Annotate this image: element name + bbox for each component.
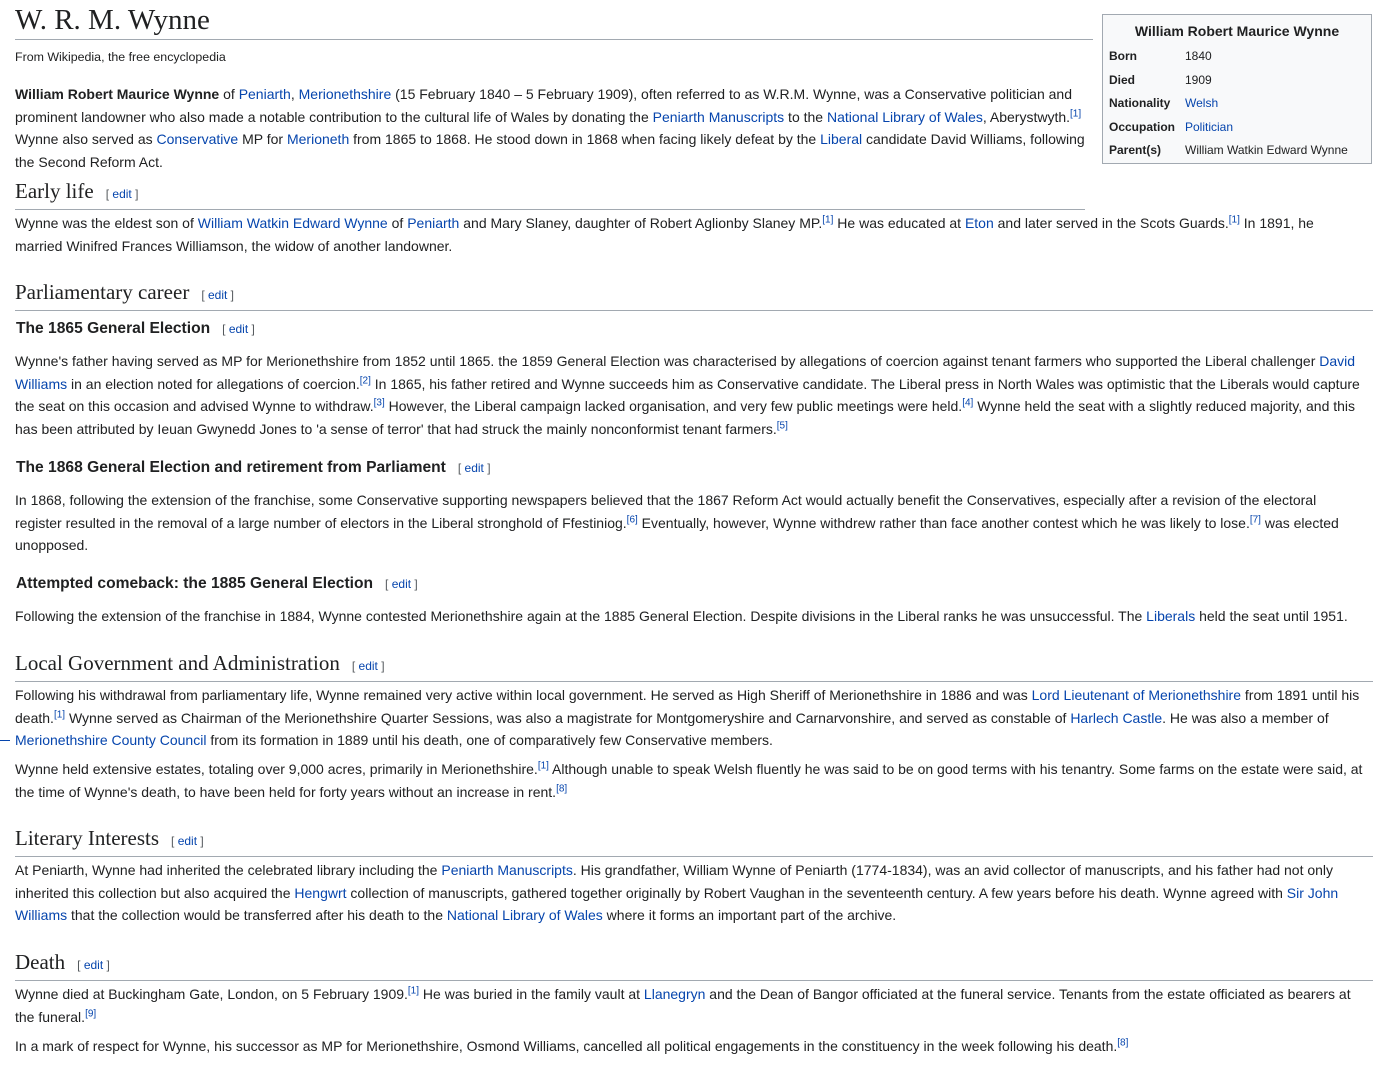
text: and later served in the Scots Guards.	[993, 215, 1229, 231]
text: to the	[784, 108, 827, 125]
edit-section: [ edit ]	[222, 322, 255, 336]
text: He was educated at	[833, 215, 965, 231]
link-hengwrt[interactable]: Hengwrt	[294, 884, 347, 901]
1885-paragraph	[15, 605, 1373, 628]
infobox-label: Occupation	[1109, 119, 1176, 134]
text: MP for	[238, 131, 287, 147]
1865-paragraph	[15, 350, 1373, 440]
edit-link[interactable]: edit	[207, 288, 228, 302]
infobox-value: 1840	[1185, 49, 1212, 63]
infobox-row-nationality	[1109, 92, 1365, 116]
heading-1865-election	[16, 318, 255, 340]
citation-6[interactable]: [6]	[626, 513, 638, 525]
citation-1[interactable]: [1]	[53, 708, 66, 720]
heading-text: Early life	[15, 179, 94, 203]
link-merionethshire[interactable]: Merionethshire	[298, 86, 392, 102]
intro-paragraph	[15, 83, 1085, 173]
text: that the collection would be transferred after his death to the	[67, 907, 447, 923]
infobox-link-politician[interactable]: Politician	[1185, 119, 1234, 134]
citation-8[interactable]: [8]	[556, 782, 568, 794]
link-peniarth-manuscripts[interactable]: Peniarth Manuscripts	[652, 108, 785, 125]
text: held the seat until 1951.	[1195, 608, 1348, 624]
heading-text: The 1868 General Election and retirement from Parliament	[16, 459, 446, 476]
text: However, the Liberal campaign lacked organisation, and very few public meetings were held.	[384, 398, 963, 414]
infobox-row-born	[1109, 45, 1365, 69]
heading-death	[15, 949, 1373, 981]
edit-section: [ edit ]	[77, 958, 110, 972]
link-liberals[interactable]: Liberals	[1146, 608, 1196, 624]
text: . His grandfather, William Wynne of Peniarth (1774-1834), was an avid collector of manuscripts, and his father had not only inherited this collection but also acquired the	[15, 862, 1334, 901]
death-paragraph-1	[15, 983, 1373, 1028]
link-national-library-of-wales[interactable]: National Library of Wales	[826, 108, 983, 125]
heading-text: Death	[15, 950, 66, 974]
citation-1[interactable]: [1]	[1070, 107, 1082, 119]
text: Wynne served as Chairman of the Merionethshire Quarter Sessions, was also a magistrate for Montgomeryshire and Carnarvonshire, and served as constable of	[65, 709, 1071, 726]
text: of	[387, 215, 408, 231]
infobox-value: 1909	[1185, 72, 1212, 87]
edit-section: [ edit ]	[105, 187, 139, 201]
link-peniarth[interactable]: Peniarth	[407, 215, 460, 231]
link-llanegryn[interactable]: Llanegryn	[643, 986, 706, 1002]
text: from 1891 until his death.	[15, 687, 1360, 726]
edit-section: [ edit ]	[201, 288, 235, 302]
link-national-library-of-wales[interactable]: National Library of Wales	[446, 907, 603, 923]
infobox-label: Died	[1109, 72, 1136, 87]
infobox-row-parents	[1109, 139, 1365, 163]
edit-link[interactable]: edit	[177, 834, 198, 848]
text: candidate David Williams, following the Second Reform Act.	[15, 131, 1085, 170]
citation-9[interactable]: [9]	[85, 1007, 97, 1019]
link-wwew[interactable]: William Watkin Edward Wynne	[197, 215, 388, 231]
infobox-title: William Robert Maurice Wynne	[1134, 23, 1340, 39]
text: from its formation in 1889 until his death, one of comparatively few Conservative members.	[206, 732, 773, 748]
citation-8[interactable]: [8]	[1117, 1037, 1129, 1049]
citation-5[interactable]: [5]	[776, 419, 788, 431]
text: In a mark of respect for Wynne, his successor as MP for Merionethshire, Osmond Williams, cancelled all political engagements in the constituency in the week following his death.	[15, 1038, 1118, 1054]
link-harlech-castle[interactable]: Harlech Castle	[1070, 709, 1163, 726]
edit-link[interactable]: edit	[112, 187, 132, 201]
edit-link[interactable]: edit	[358, 659, 378, 673]
infobox-label: Nationality	[1109, 96, 1171, 110]
text: Although unable to speak Welsh fluently he was said to be on good terms with his tenantry. Some farms on the estate were said, at the time of Wynne's death, to have been held for forty years without an increase in rent.	[15, 761, 1363, 800]
heading-text: Local Government and Administration	[15, 651, 340, 675]
text: Wynne held the seat with a slightly reduced majority, and this has been attributed by Ieuan Gwynedd Jones to 'a sense of terror' that had struck the mainly nonconformist tenant farmers.	[15, 398, 1356, 437]
edit-link[interactable]: edit	[83, 958, 104, 972]
citation-3[interactable]: [3]	[373, 397, 385, 409]
text: Wynne was the eldest son of	[15, 215, 198, 231]
text: from 1865 to 1868. He stood down in 1868 when facing likely defeat by the	[349, 131, 821, 147]
text: Eventually, however, Wynne withdrew rather than face another contest which he was likely to lose.	[637, 514, 1250, 531]
heading-text: Parliamentary career	[15, 280, 190, 304]
text: Wynne held extensive estates, totaling over 9,000 acres, primarily in Merionethshire.	[15, 761, 538, 777]
edit-link[interactable]: edit	[228, 322, 249, 336]
text: Following the extension of the franchise in 1884, Wynne contested Merionethshire again at the 1885 General Election. Despite divisions in the Liberal ranks he was unsuccessful. The	[15, 608, 1147, 624]
text: and the Dean of Bangor officiated at the funeral service. Tenants from the estate officiated as bearers at the funeral.	[15, 986, 1351, 1025]
heading-text: Attempted comeback: the 1885 General Election	[16, 575, 374, 592]
subject-name: William Robert Maurice Wynne	[15, 86, 220, 102]
text: In 1865, his father retired and Wynne succeeds him as Conservative candidate. The Liberal press in North Wales was optimistic that the Liberals would capture the seat on this occasion and advised Wynne to withdraw.	[15, 375, 1360, 414]
text: He was buried in the family vault at	[419, 986, 644, 1002]
text: Wynne's father having served as MP for Merionethshire from 1852 until 1865. the 1859 General Election was characterised by allegations of coercion against tenant farmers who supported the Liberal challenger	[15, 353, 1320, 369]
link-peniarth[interactable]: Peniarth	[238, 86, 291, 102]
text: (15 February 1840 – 5 February 1909), often referred to as W.R.M. Wynne, was a Conservative politician and prominent landowner who also made a notable contribution to the cultural life of Wales by donating the	[15, 86, 1072, 125]
heading-text: Literary Interests	[15, 826, 160, 850]
text: Following his withdrawal from parliamentary life, Wynne remained very active within local government. He served as High Sheriff of Merionethshire in 1886 and was	[15, 687, 1032, 703]
edit-link[interactable]: edit	[464, 461, 484, 475]
heading-text: The 1865 General Election	[16, 320, 211, 337]
text: of	[219, 86, 239, 102]
heading-1885-election	[16, 573, 418, 595]
text: in an election noted for allegations of coercion.	[67, 375, 360, 392]
link-liberal[interactable]: Liberal	[820, 131, 863, 147]
text: Wynne also served as	[15, 131, 157, 147]
citation-7[interactable]: [7]	[1249, 513, 1261, 525]
text: was elected unopposed.	[15, 514, 1339, 553]
heading-1868-election	[16, 457, 491, 479]
infobox-label: Parent(s)	[1109, 143, 1162, 157]
text: where it forms an important part of the archive.	[602, 907, 897, 923]
text: In 1891, he married Winifred Frances Williamson, the widow of another landowner.	[15, 215, 1314, 254]
heading-literary-interests	[15, 825, 1373, 857]
infobox-row-occupation	[1109, 116, 1365, 140]
1868-paragraph	[15, 489, 1365, 557]
text: . He was also a member of	[1162, 709, 1329, 726]
link-lord-lieutenant[interactable]: Lord Lieutenant of Merionethshire	[1031, 687, 1241, 703]
infobox-link-welsh[interactable]: Welsh	[1185, 96, 1219, 110]
citation-1[interactable]: [1]	[407, 985, 420, 997]
link-merioneth[interactable]: Merioneth	[286, 131, 350, 147]
infobox	[1102, 14, 1372, 164]
local-gov-paragraph-2	[15, 758, 1373, 803]
text: and Mary Slaney, daughter of Robert Aglionby Slaney MP.	[459, 215, 823, 231]
literary-paragraph	[15, 859, 1373, 927]
citation-1[interactable]: [1]	[1228, 214, 1240, 226]
text: ,	[290, 86, 299, 102]
page-title: W. R. M. Wynne	[15, 2, 1093, 40]
infobox-value: William Watkin Edward Wynne	[1185, 143, 1348, 157]
link-conservative[interactable]: Conservative	[156, 131, 239, 147]
link-merionethshire-county-council[interactable]: Merionethshire County Council	[15, 732, 207, 748]
infobox-label: Born	[1109, 49, 1137, 63]
link-eton[interactable]: Eton	[964, 215, 994, 231]
citation-1[interactable]: [1]	[537, 760, 549, 772]
citation-1[interactable]: [1]	[822, 214, 834, 226]
edit-section: [ edit ]	[171, 834, 204, 848]
tagline: From Wikipedia, the free encyclopedia	[15, 50, 226, 64]
text: , Aberystwyth.	[982, 108, 1071, 125]
heading-local-government	[15, 650, 1373, 682]
death-paragraph-2	[15, 1035, 1373, 1058]
text: At Peniarth, Wynne had inherited the celebrated library including the	[15, 862, 442, 878]
text: Wynne died at Buckingham Gate, London, on 5 February 1909.	[15, 986, 408, 1002]
text: In 1868, following the extension of the franchise, some Conservative supporting newspapers believed that the 1867 Reform Act would actually benefit the Conservatives, especially after a revision of the electoral register resulted in the removal of a large number of electors in the Liberal stronghold of Ffestiniog.	[15, 492, 1317, 531]
edit-link[interactable]: edit	[391, 577, 412, 591]
edit-section: [ edit ]	[457, 461, 491, 475]
early-life-paragraph	[15, 212, 1355, 257]
link-sir-john-williams[interactable]: Sir John Williams	[15, 884, 1339, 923]
edit-section: [ edit ]	[385, 577, 418, 591]
heading-parliamentary-career	[15, 279, 1373, 311]
citation-4[interactable]: [4]	[962, 397, 974, 409]
local-gov-paragraph-1	[15, 684, 1373, 752]
link-peniarth-manuscripts[interactable]: Peniarth Manuscripts	[441, 862, 573, 878]
infobox-row-died	[1109, 69, 1365, 93]
link-david-williams[interactable]: David Williams	[15, 353, 1356, 392]
citation-2[interactable]: [2]	[359, 374, 371, 386]
edit-section: [ edit ]	[351, 659, 385, 673]
heading-early-life	[15, 178, 1085, 210]
text: collection of manuscripts, gathered together originally by Robert Vaughan in the seventeenth century. A few years before his death. Wynne agreed with	[346, 884, 1287, 901]
scroll-marker	[0, 740, 10, 741]
